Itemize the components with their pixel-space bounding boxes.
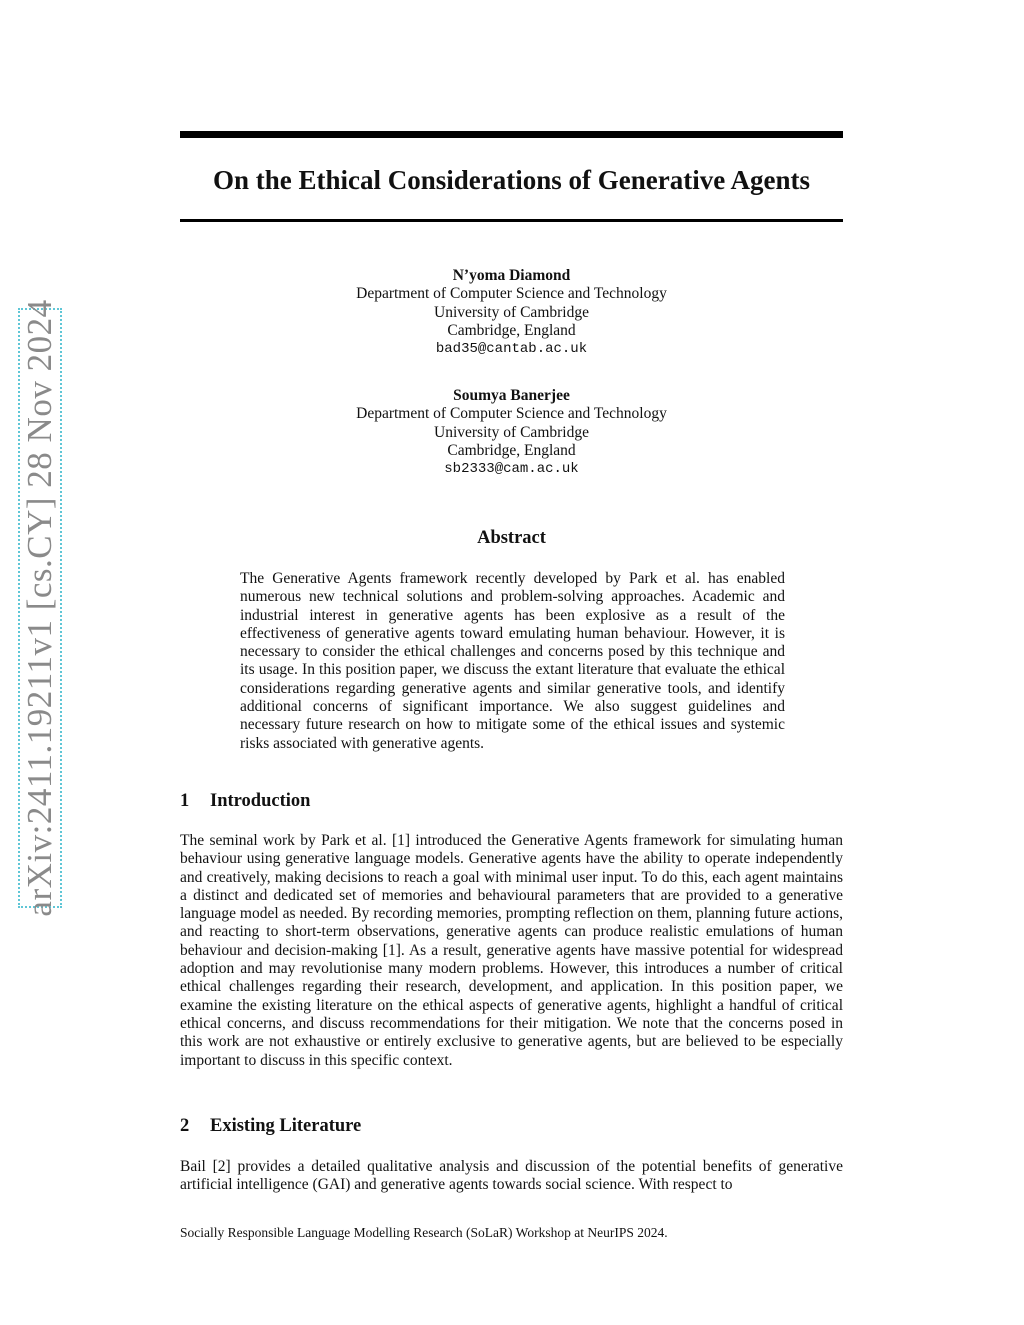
paper-title: On the Ethical Considerations of Generative Agents [213, 165, 810, 195]
author-university: University of Cambridge [434, 423, 589, 441]
title-rule-bottom [180, 219, 843, 222]
author-department: Department of Computer Science and Technology [356, 285, 667, 303]
arxiv-stamp [18, 299, 62, 917]
section-title: Introduction [210, 791, 311, 811]
footer-note: Socially Responsible Language Modelling Research (SoLaR) Workshop at NeurIPS 2024. [180, 1225, 668, 1240]
section-number: 2 [180, 1116, 190, 1136]
arxiv-identifier: arXiv:2411.19211v1 [cs.CY] 28 Nov 2024 [20, 299, 59, 917]
abstract-heading: Abstract [477, 528, 546, 548]
section-title: Existing Literature [210, 1116, 362, 1136]
section-heading-existing-literature [180, 1114, 361, 1138]
section-number: 1 [180, 791, 190, 811]
author-block [180, 387, 843, 478]
author-name: N’yoma Diamond [452, 267, 571, 284]
title-rule-top [180, 131, 843, 138]
author-email: sb2333@cam.ac.uk [444, 461, 579, 478]
author-location: Cambridge, England [447, 441, 576, 459]
section-heading-introduction [180, 789, 310, 813]
author-location: Cambridge, England [447, 321, 576, 339]
author-department: Department of Computer Science and Technology [356, 405, 667, 423]
existing-literature-text: Bail [2] provides a detailed qualitative analysis and discussion of the potential benefits of generative artificial intelligence (GAI) and generative agents towards social science. With respect to [180, 1158, 843, 1194]
author-name: Soumya Banerjee [453, 387, 570, 404]
author-block [180, 267, 843, 358]
introduction-text: The seminal work by Park et al. [1] introduced the Generative Agents framework for simulating human behaviour using generative language models. Generative agents have the ability to operate independently and creatively, making decisions to reach a goal with minimal user input. To do this, each agent maintains a distinct and dedicated set of memories and behavioural parameters that are provided to a generative language model as needed. By recording memories, prompting reflection on them, planning future actions, and reacting to short-term observations, generative agents can produce realistic emulations of human behaviour and decision-making [1]. As a result, generative agents have massive potential for widespread adoption and may revolutionise many modern problems. However, this introduces a number of critical ethical challenges regarding their research, development, and application. In this position paper, we examine the existing literature on the ethical aspects of generative agents, highlight a handful of critical ethical concerns, and discuss recommendations for their mitigation. We note that the concerns posed in this work are not exhaustive or entirely exclusive to generative agents, but are believed to be especially important to discuss in this specific context. [180, 832, 843, 1069]
abstract-text: The Generative Agents framework recently developed by Park et al. has enabled numerous new technical solutions and problem-solving approaches. Academic and industrial interest in generative agents has been explosive as a result of the effectiveness of generative agents toward emulating human behaviour. However, it is necessary to consider the ethical challenges and concerns posed by this technique and its usage. In this position paper, we discuss the extant literature that evaluate the ethical considerations regarding generative agents and similar generative tools, and identify additional concerns of significant importance. We also suggest guidelines and necessary future research on how to mitigate some of the ethical issues and systemic risks associated with generative agents. [240, 570, 785, 752]
author-email: bad35@cantab.ac.uk [435, 341, 588, 358]
author-university: University of Cambridge [434, 303, 589, 321]
